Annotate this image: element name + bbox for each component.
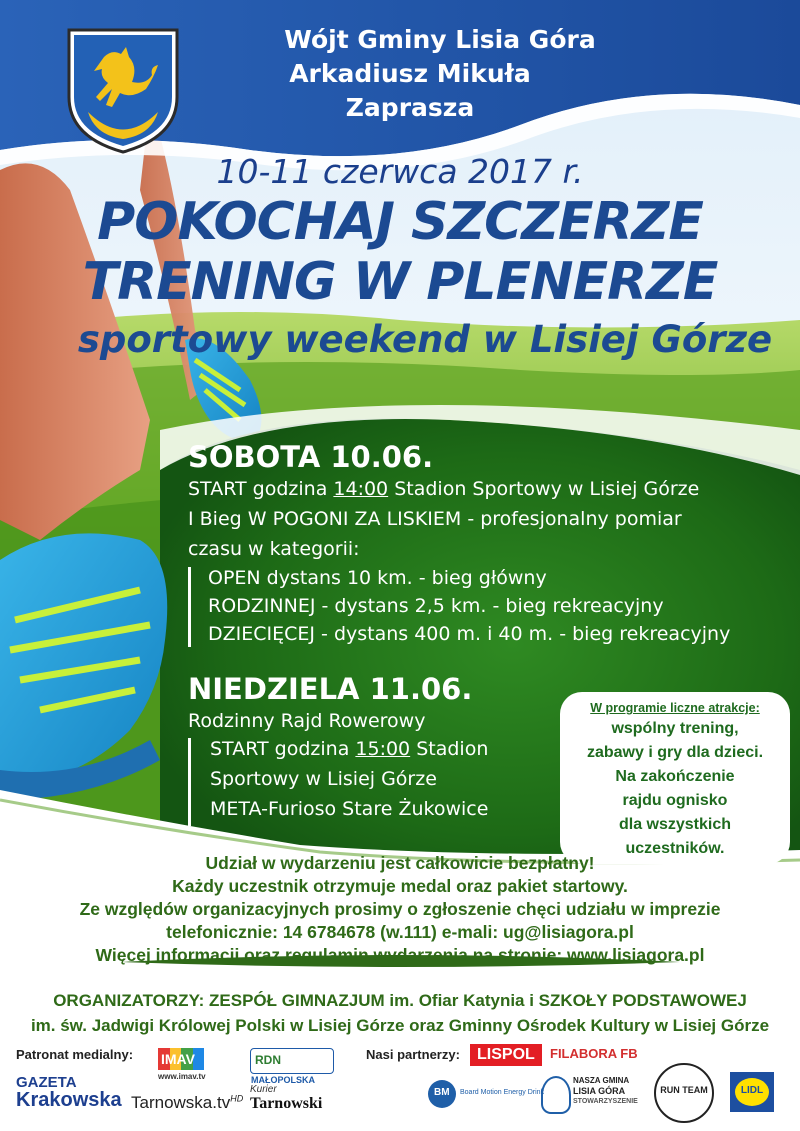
organizers-line-1: ORGANIZATORZY: ZESPÓŁ GIMNAZJUM im. Ofiar Katynia i SZKOŁY PODSTAWOWEJ (53, 991, 747, 1010)
saturday-category-intro: czasu w kategorii: (188, 538, 360, 560)
board-motion-logo (428, 1080, 545, 1110)
media-patrons-label: Patronat medialny: (16, 1047, 134, 1062)
coat-of-arms-icon (66, 27, 180, 155)
sunday-rally-line: Rodzinny Rajd Rowerowy (188, 710, 426, 732)
info-contact: telefonicznie: 14 6784678 (w.111) e-mali: ug@lisiagora.pl (166, 922, 634, 942)
info-free: Udział w wydarzeniu jest całkowicie bezpłatny! (205, 853, 595, 873)
filabora-logo: FILABORA FB (550, 1046, 638, 1061)
partners-label: Nasi partnerzy: (366, 1047, 460, 1062)
event-date: 10-11 czerwca 2017 r. (216, 152, 584, 191)
lispol-logo: LISPOL (470, 1044, 542, 1066)
attraction-item: Na zakończenie (615, 768, 735, 785)
header-line-2: Arkadiusz Mikuła (289, 59, 531, 88)
saturday-start-place: Stadion Sportowy w Lisiej Górze (388, 478, 700, 500)
sunday-start-prefix: START godzina (210, 738, 356, 760)
tarnowska-hd: HD (230, 1093, 244, 1104)
gazeta-krakowska-logo (16, 1075, 122, 1110)
header-line-3: Zaprasza (345, 93, 475, 122)
attraction-item: uczestników. (625, 840, 725, 857)
tarnowska-tv-logo (131, 1093, 243, 1113)
gazeta-line-1: GAZETA (16, 1074, 77, 1091)
nasza-line-1: NASZA GMINA (573, 1076, 630, 1085)
saturday-race-line: I Bieg W POGONI ZA LISKIEM - profesjonalny pomiar (188, 508, 682, 530)
rdn-region: MAŁOPOLSKA (251, 1075, 315, 1085)
organizers-line-2: im. św. Jadwigi Królowej Polski w Lisiej Górze oraz Gminny Ośrodek Kultury w Lisiej Górze (30, 1016, 770, 1035)
bm-slogan: Board Motion Energy Drink (460, 1089, 545, 1096)
kurier-main: Tarnowski (250, 1095, 323, 1112)
sunday-stadium-line: Sportowy w Lisiej Górze (210, 768, 437, 790)
attraction-item: zabawy i gry dla dzieci. (586, 744, 764, 761)
sunday-finish-line: META-Furioso Stare Żukowice (210, 798, 489, 820)
attraction-item: dla wszystkich (618, 816, 732, 833)
event-title-line-1: POKOCHAJ SZCZERZE (97, 192, 703, 252)
saturday-start-prefix: START godzina (188, 478, 334, 500)
lidl-text: LIDL (740, 1085, 764, 1096)
attraction-item: rajdu ognisko (622, 792, 728, 809)
rdn-text: RDN (255, 1053, 281, 1067)
sunday-start-time: 15:00 (355, 738, 411, 760)
lidl-logo (730, 1072, 774, 1112)
imav-logo (158, 1048, 204, 1082)
event-title-line-2: TRENING W PLENERZE (82, 252, 718, 312)
header-line-1: Wójt Gminy Lisia Góra (284, 25, 596, 54)
nasza-line-3: STOWARZYSZENIE (573, 1098, 638, 1105)
nasza-line-2: LISIA GÓRA (573, 1086, 626, 1096)
bm-text: BM (434, 1087, 450, 1098)
attractions-box (560, 692, 790, 864)
saturday-start-time: 14:00 (333, 478, 389, 500)
category-family: RODZINNEJ - dystans 2,5 km. - bieg rekreacyjny (208, 595, 664, 617)
gazeta-line-2: Krakowska (16, 1089, 122, 1111)
category-open: OPEN dystans 10 km. - bieg główny (208, 567, 547, 589)
sunday-heading: NIEDZIELA 11.06. (188, 672, 473, 706)
info-registration: Ze względów organizacyjnych prosimy o zgłoszenie chęci udziału w imprezie (79, 899, 721, 919)
sunday-divider (188, 738, 191, 826)
info-website: Więcej informacji oraz regulamin wydarzenia na stronie: www.lisiagora.pl (95, 945, 705, 965)
sunday-start-line (210, 736, 488, 762)
imav-url: www.imav.tv (158, 1072, 206, 1081)
nasza-gmina-logo (541, 1074, 641, 1116)
saturday-heading: SOBOTA 10.06. (188, 440, 434, 474)
imav-text: IMAV (161, 1051, 195, 1067)
tarnowska-text: Tarnowska.tv (131, 1093, 231, 1112)
info-medal: Każdy uczestnik otrzymuje medal oraz pakiet startowy. (172, 876, 628, 896)
attractions-heading: W programie liczne atrakcje: (590, 701, 760, 715)
event-subtitle: sportowy weekend w Lisiej Górze (77, 318, 773, 361)
category-divider (188, 567, 191, 647)
sunday-start-place: Stadion (410, 738, 489, 760)
nasza-gmina-emblem-icon (541, 1076, 571, 1114)
rdn-malopolska-logo (250, 1048, 334, 1085)
saturday-start-line (188, 476, 699, 502)
attraction-item: wspólny trening, (611, 720, 739, 737)
run-team-text: RUN TEAM (660, 1085, 708, 1095)
run-team-logo (654, 1063, 714, 1123)
kurier-tarnowski-logo (250, 1084, 322, 1113)
attractions-list (560, 717, 790, 861)
kurier-top: Kurier (250, 1084, 277, 1095)
category-children: DZIECIĘCEJ - dystans 400 m. i 40 m. - bieg rekreacyjny (208, 623, 731, 645)
